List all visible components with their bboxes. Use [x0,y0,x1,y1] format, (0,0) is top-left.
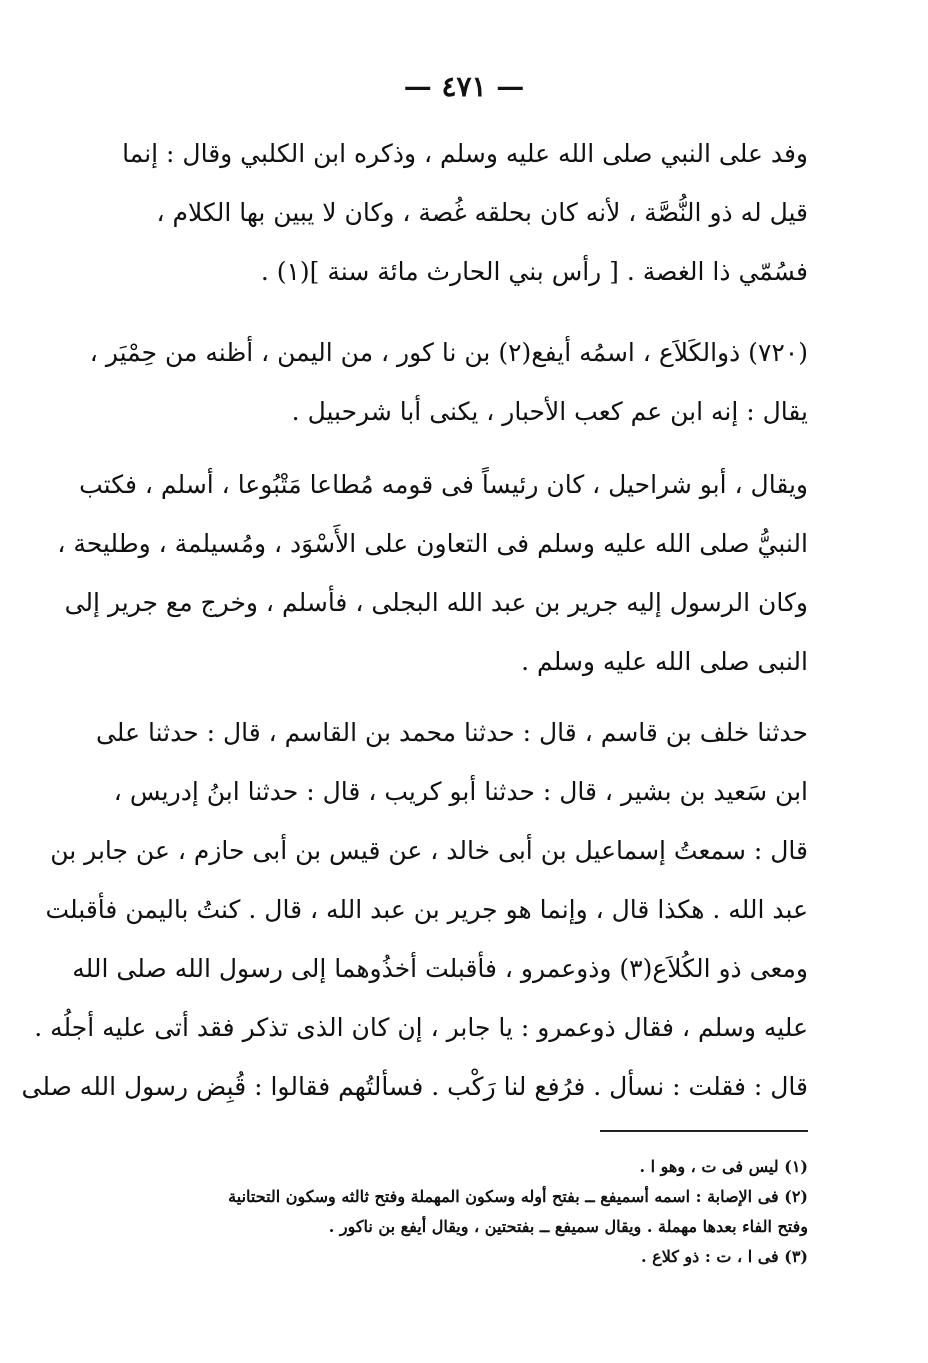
footnotes [152,1152,808,1272]
footnote-line: وفتح الفاء بعدها مهملة . ويقال سميفع ــ بفتحتين ، ويقال أيفع بن ناكور . [328,1217,808,1236]
paragraph-3 [57,455,808,691]
text-line: النبيُّ صلى الله عليه وسلم فى التعاون على الأَسْوَد ، ومُسيلمة ، وطليحة ، [57,529,808,558]
text-line: حدثنا خلف بن قاسم ، قال : حدثنا محمد بن القاسم ، قال : حدثنا على [95,718,808,747]
text-line: قال : سمعتُ إسماعيل بن أبى خالد ، عن قيس بن أبى حازم ، عن جابر بن [50,836,808,865]
paragraph-4 [21,703,808,1116]
text-line: ومعى ذو الكُلاَع(٣) وذوعمرو ، فأقبلت أخذُوهما إلى رسول الله صلى الله [72,954,808,983]
text-line: وفد على النبي صلى الله عليه وسلم ، وذكره ابن الكلبي وقال : إنما [122,139,808,168]
text-line: (٧٢٠) ذوالكَلاَع ، اسمُه أيفع(٢) بن نا كور ، من اليمن ، أظنه من حِمْيَر ، [89,338,808,367]
text-line: قال : فقلت : نسأل . فرُفع لنا رَكْب . فسألتُهم فقالوا : قُبِض رسول الله صلى [21,1072,808,1101]
text-line: ابن سَعيد بن بشير ، قال : حدثنا أبو كريب ، قال : حدثنا ابنُ إدريس ، [113,777,808,806]
footnote-divider [600,1130,808,1132]
paragraph-entry-720 [89,323,808,441]
page-number: — ٤٧١ — [403,70,525,103]
text-line: عبد الله . هكذا قال ، وإنما هو جرير بن عبد الله ، قال . كنتُ باليمن فأقبلت [45,895,808,924]
text-line: يقال : إنه ابن عم كعب الأحبار ، يكنى أبا شرحبيل . [291,397,808,426]
paragraph-1 [122,124,808,301]
text-line: ويقال ، أبو شراحيل ، كان رئيساً فى قومه مُطاعا مَتْبُوعا ، أسلم ، فكتب [79,470,808,499]
text-line: النبى صلى الله عليه وسلم . [521,647,808,676]
footnote-line: (٢) فى الإصابة : اسمه أسميفع ــ بفتح أوله وسكون المهملة وفتح ثالثه وسكون التحتانية [228,1187,808,1206]
text-line: عليه وسلم ، فقال ذوعمرو : يا جابر ، إن كان الذى تذكر فقد أتى عليه أجلُه . [34,1013,808,1042]
text-line: وكان الرسول إليه جرير بن عبد الله البجلى ، فأسلم ، وخرج مع جرير إلى [64,588,808,617]
footnote-line: (٣) فى ا ، ت : ذو كلاع . [641,1247,808,1266]
footnote-line: (١) ليس فى ت ، وهو ا . [639,1157,808,1176]
text-line: قيل له ذو النُّصَّة ، لأنه كان بحلقه غُصة ، وكان لا يبين بها الكلام ، [156,198,808,227]
text-line: فسُمّي ذا الغصة . [ رأس بني الحارث مائة سنة ](١) . [260,257,808,286]
